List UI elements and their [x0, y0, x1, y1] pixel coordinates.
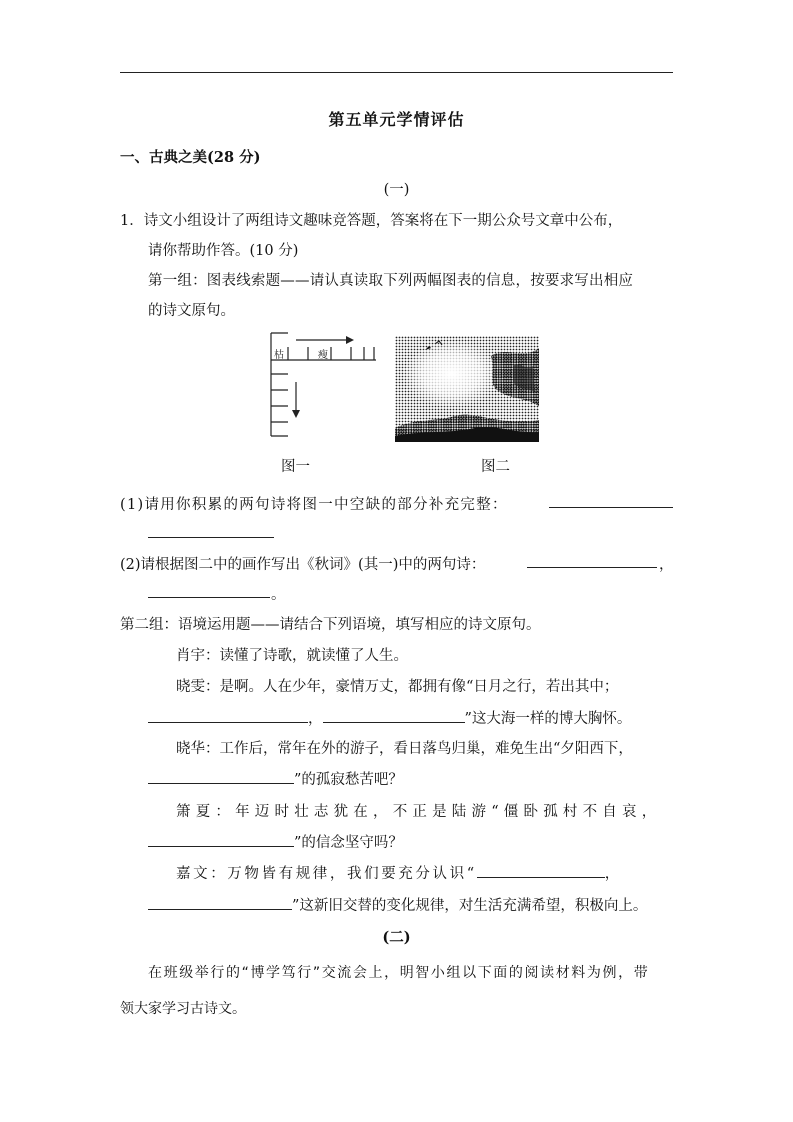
figure-one-char-a: 枯: [274, 350, 284, 361]
group1-instruction-line2: 的诗文原句。: [148, 303, 235, 319]
sub-question-2-blank-a[interactable]: [527, 553, 657, 572]
dialogue-jiawen-line1: [176, 862, 622, 883]
xiaowen-blank-a[interactable]: [148, 708, 308, 723]
reading-intro-line1: 在班级举行的“博学笃行”交流会上，明智小组以下面的阅读材料为例，带: [148, 965, 650, 981]
sub-question-1-blank-a[interactable]: [549, 493, 673, 512]
sub-question-2-text: (2)请根据图二中的画作写出《秋词》(其一)中的两句诗：: [120, 557, 486, 573]
jiawen-comma: ，: [604, 866, 622, 882]
header-rule: [120, 72, 673, 73]
dialogue-xiaowen-line1: 晓雯：是啊。人在少年，豪情万丈，都拥有像“日月之行，若出其中；: [176, 679, 619, 695]
dialogue-xiaxia-line1: 箫夏：年迈时壮志犹在，不正是陆游“僵卧孤村不自哀，: [176, 804, 662, 820]
dialogue-xiaohua-line2: [148, 768, 403, 789]
dialogue-jiawen-line2: [148, 894, 647, 915]
reading-intro-line2: 领大家学习古诗文。: [120, 1001, 246, 1017]
figure-one-diagram: [266, 332, 378, 438]
xiaowen-blank-b[interactable]: [323, 708, 465, 723]
jiawen-line1-text: 嘉文：万物皆有规律，我们要充分认识“: [176, 866, 477, 882]
group1-instruction-line1: 第一组：图表线索题——请认真读取下列两幅图表的信息，按要求写出相应: [148, 273, 634, 289]
question-1-line2: 请你帮助作答。(10 分): [148, 243, 299, 259]
dialogue-xiaowen-line2: [148, 707, 631, 728]
xiaowen-line2-text: ”这大海一样的博大胸怀。: [464, 711, 632, 727]
sub-question-1: [120, 493, 508, 514]
part-two-heading: (二): [382, 929, 411, 946]
dialogue-xiaoyu: 肖宇：读懂了诗歌，就读懂了人生。: [176, 648, 408, 664]
jiawen-blank-b[interactable]: [148, 895, 292, 910]
dialogue-xiaohua-line1: 晓华：工作后，常年在外的游子，看日落鸟归巢，难免生出“夕阳西下，: [176, 741, 633, 757]
figure-two-caption: 图二: [481, 459, 510, 475]
part-one-heading: (一): [383, 182, 410, 198]
group2-instruction: 第二组：语境运用题——请结合下列语境，填写相应的诗文原句。: [120, 617, 541, 633]
sub-question-2-blank-b[interactable]: [148, 583, 270, 602]
xiaohua-blank[interactable]: [148, 769, 294, 784]
sub-question-2-period: 。: [271, 587, 286, 603]
sub-question-1-text: (1)请用你积累的两句诗将图一中空缺的部分补充完整：: [120, 497, 508, 513]
question-1-line1: 1．诗文小组设计了两组诗文趣味竞答题，答案将在下一期公众号文章中公布，: [120, 213, 623, 229]
dialogue-xiaxia-line2: [148, 831, 403, 852]
xiaxia-blank[interactable]: [148, 832, 294, 847]
page-title: 第五单元学情评估: [328, 110, 465, 129]
figure-one-char-b: 瘦: [318, 350, 328, 361]
jiawen-blank-a[interactable]: [477, 863, 605, 878]
xiaowen-comma: ，: [308, 711, 323, 727]
xiaxia-line2-text: ”的信念坚守吗？: [294, 835, 403, 851]
figure-two-painting: [395, 336, 539, 442]
jiawen-line2-text: ”这新旧交替的变化规律，对生活充满希望，积极向上。: [292, 898, 648, 914]
sub-question-2-comma: ，: [659, 557, 674, 573]
xiaohua-line2-text: ”的孤寂愁苦吧？: [294, 772, 403, 788]
section-heading: 一、古典之美(28 分): [120, 149, 261, 166]
sub-question-2: [120, 553, 485, 574]
sub-question-1-blank-b[interactable]: [148, 523, 274, 542]
figure-one-caption: 图一: [281, 459, 310, 475]
